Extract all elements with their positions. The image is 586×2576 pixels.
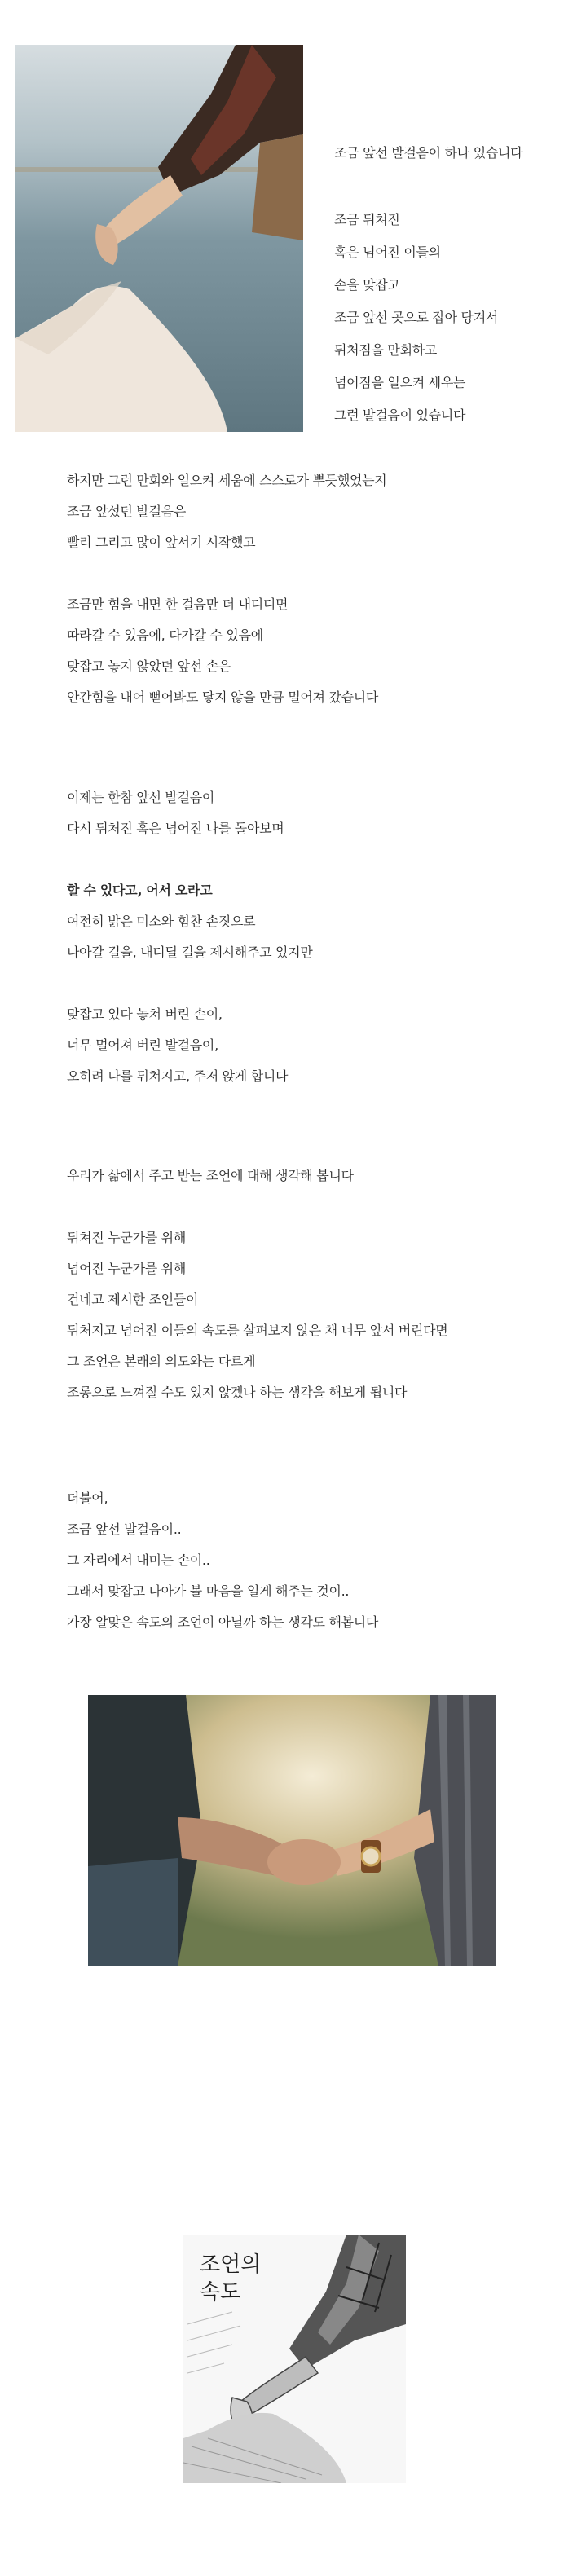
text-line: 너무 멀어져 버린 발걸음이,: [67, 1037, 218, 1053]
text-line: 그래서 맞잡고 나아가 볼 마음을 일게 해주는 것이..: [67, 1583, 350, 1599]
reaching-hand-photo: [15, 45, 303, 432]
text-line: 빨리 그리고 많이 앞서기 시작했고: [67, 535, 256, 550]
text-line: 건네고 제시한 조언들이: [67, 1292, 199, 1307]
text-line: 이제는 한참 앞선 발걸음이: [67, 790, 215, 805]
text-line: 조금 앞선 발걸음이 하나 있습니다: [334, 145, 523, 161]
holding-hands-photo: [88, 1695, 496, 1966]
text-line: 조금 앞선 곳으로 잡아 당겨서: [334, 310, 499, 325]
paragraph-3: [67, 1168, 576, 1429]
text-line: 조금 앞섰던 발걸음은: [67, 504, 186, 519]
text-line: 오히려 나를 뒤쳐지고, 주저 앉게 합니다: [67, 1068, 289, 1084]
text-line: 맞잡고 있다 놓쳐 버린 손이,: [67, 1006, 223, 1022]
text-line: 그런 발걸음이 있습니다: [334, 407, 466, 423]
text-line: 따라갈 수 있음에, 다가갈 수 있음에: [67, 627, 263, 643]
text-line: 하지만 그런 만회와 일으켜 세움에 스스로가 뿌듯했었는지: [67, 473, 387, 488]
text-line: 여전히 밝은 미소와 힘찬 손짓으로: [67, 914, 256, 929]
text-line: 조금만 힘을 내면 한 걸음만 더 내디디면: [67, 597, 289, 612]
cover-illustration: [183, 2235, 406, 2483]
text-line: 안간힘을 내어 뻗어봐도 닿지 않을 만큼 멀어져 갔습니다: [67, 689, 379, 705]
paragraph-1: [67, 473, 572, 717]
text-line: 조금 앞선 발걸음이..: [67, 1521, 182, 1537]
intro-text: [334, 145, 579, 438]
text-line: 그 조언은 본래의 의도와는 다르게: [67, 1354, 256, 1369]
text-line: 그 자리에서 내미는 손이..: [67, 1552, 210, 1568]
text-line: 뒤처짐을 만회하고: [334, 342, 438, 358]
cover-title: [200, 2252, 297, 2326]
text-line: 우리가 삶에서 주고 받는 조언에 대해 생각해 봅니다: [67, 1168, 354, 1183]
cover-title-line-1: 조언의: [200, 2252, 262, 2277]
text-line: 혹은 넘어진 이들의: [334, 244, 441, 260]
text-line: 할 수 있다고, 어서 오라고: [67, 883, 213, 898]
paragraph-4: [67, 1491, 572, 1653]
text-line: 넘어짐을 일으켜 세우는: [334, 375, 466, 390]
text-line: 뒤처지고 넘어진 이들의 속도를 살펴보지 않은 채 너무 앞서 버린다면: [67, 1323, 448, 1338]
text-line: 뒤쳐진 누군가를 위해: [67, 1230, 186, 1245]
text-line: 나아갈 길을, 내디딜 길을 제시해주고 있지만: [67, 945, 313, 960]
cover-title-line-2: 속도: [200, 2280, 241, 2305]
paragraph-2: [67, 790, 572, 1091]
text-line: 더불어,: [67, 1491, 108, 1506]
text-line: 조금 뒤쳐진: [334, 212, 400, 227]
text-line: 조롱으로 느껴질 수도 있지 않겠나 하는 생각을 해보게 됩니다: [67, 1385, 408, 1400]
text-line: 다시 뒤처진 혹은 넘어진 나를 돌아보며: [67, 821, 284, 836]
text-line: 넘어진 누군가를 위해: [67, 1261, 186, 1276]
text-line: 맞잡고 놓지 않았던 앞선 손은: [67, 658, 231, 674]
text-line: 가장 알맞은 속도의 조언이 아닐까 하는 생각도 해봅니다: [67, 1614, 379, 1630]
text-line: 손을 맞잡고: [334, 277, 400, 293]
